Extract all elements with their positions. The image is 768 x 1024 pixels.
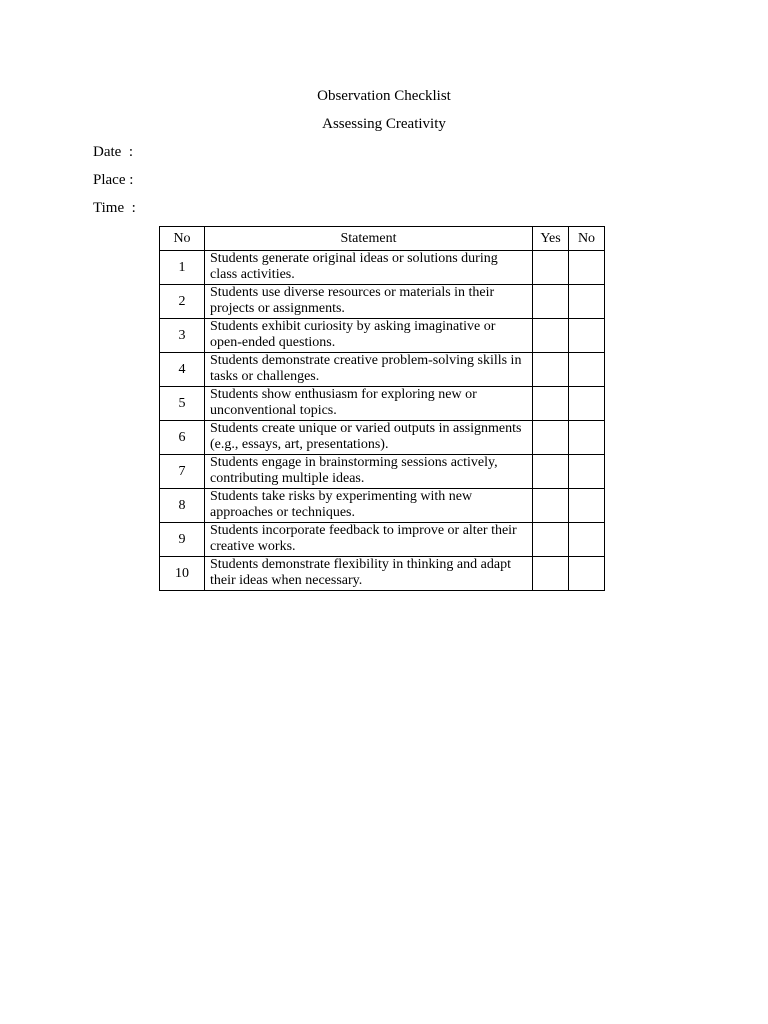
header-statement: Statement — [205, 227, 533, 251]
yes-checkbox-cell[interactable] — [533, 455, 569, 489]
row-statement: Students demonstrate creative problem-solving skills in tasks or challenges. — [205, 353, 533, 387]
header-no-answer: No — [569, 227, 605, 251]
no-checkbox-cell[interactable] — [569, 557, 605, 591]
row-statement: Students incorporate feedback to improve or alter their creative works. — [205, 523, 533, 557]
yes-checkbox-cell[interactable] — [533, 557, 569, 591]
row-number: 1 — [160, 251, 205, 285]
row-number: 4 — [160, 353, 205, 387]
row-number: 5 — [160, 387, 205, 421]
no-checkbox-cell[interactable] — [569, 319, 605, 353]
no-checkbox-cell[interactable] — [569, 353, 605, 387]
row-statement: Students engage in brainstorming sessions actively, contributing multiple ideas. — [205, 455, 533, 489]
yes-checkbox-cell[interactable] — [533, 285, 569, 319]
header-yes: Yes — [533, 227, 569, 251]
row-number: 9 — [160, 523, 205, 557]
no-checkbox-cell[interactable] — [569, 489, 605, 523]
table-row — [160, 251, 605, 285]
yes-checkbox-cell[interactable] — [533, 353, 569, 387]
table-row — [160, 421, 605, 455]
row-number: 2 — [160, 285, 205, 319]
row-number: 8 — [160, 489, 205, 523]
no-checkbox-cell[interactable] — [569, 387, 605, 421]
table-row — [160, 557, 605, 591]
yes-checkbox-cell[interactable] — [533, 319, 569, 353]
date-field-label: Date : — [93, 144, 133, 160]
row-statement: Students create unique or varied outputs in assignments (e.g., essays, art, presentations). — [205, 421, 533, 455]
yes-checkbox-cell[interactable] — [533, 523, 569, 557]
table-row — [160, 353, 605, 387]
yes-checkbox-cell[interactable] — [533, 421, 569, 455]
row-statement: Students demonstrate flexibility in thinking and adapt their ideas when necessary. — [205, 557, 533, 591]
row-statement: Students generate original ideas or solutions during class activities. — [205, 251, 533, 285]
row-number: 3 — [160, 319, 205, 353]
yes-checkbox-cell[interactable] — [533, 251, 569, 285]
no-checkbox-cell[interactable] — [569, 421, 605, 455]
row-statement: Students take risks by experimenting with new approaches or techniques. — [205, 489, 533, 523]
row-statement: Students exhibit curiosity by asking imaginative or open-ended questions. — [205, 319, 533, 353]
table-row — [160, 523, 605, 557]
no-checkbox-cell[interactable] — [569, 455, 605, 489]
table-row — [160, 489, 605, 523]
no-checkbox-cell[interactable] — [569, 285, 605, 319]
table-row — [160, 455, 605, 489]
row-number: 7 — [160, 455, 205, 489]
header-no: No — [160, 227, 205, 251]
document-title: Observation Checklist — [317, 88, 451, 104]
document-subtitle: Assessing Creativity — [322, 116, 446, 132]
table-row — [160, 285, 605, 319]
no-checkbox-cell[interactable] — [569, 523, 605, 557]
table-row — [160, 387, 605, 421]
table-header-row — [160, 227, 605, 251]
time-field-label: Time : — [93, 200, 136, 216]
table-row — [160, 319, 605, 353]
row-number: 6 — [160, 421, 205, 455]
row-number: 10 — [160, 557, 205, 591]
yes-checkbox-cell[interactable] — [533, 489, 569, 523]
row-statement: Students use diverse resources or materials in their projects or assignments. — [205, 285, 533, 319]
row-statement: Students show enthusiasm for exploring new or unconventional topics. — [205, 387, 533, 421]
observation-checklist-table — [159, 226, 605, 591]
place-field-label: Place : — [93, 172, 134, 188]
yes-checkbox-cell[interactable] — [533, 387, 569, 421]
no-checkbox-cell[interactable] — [569, 251, 605, 285]
